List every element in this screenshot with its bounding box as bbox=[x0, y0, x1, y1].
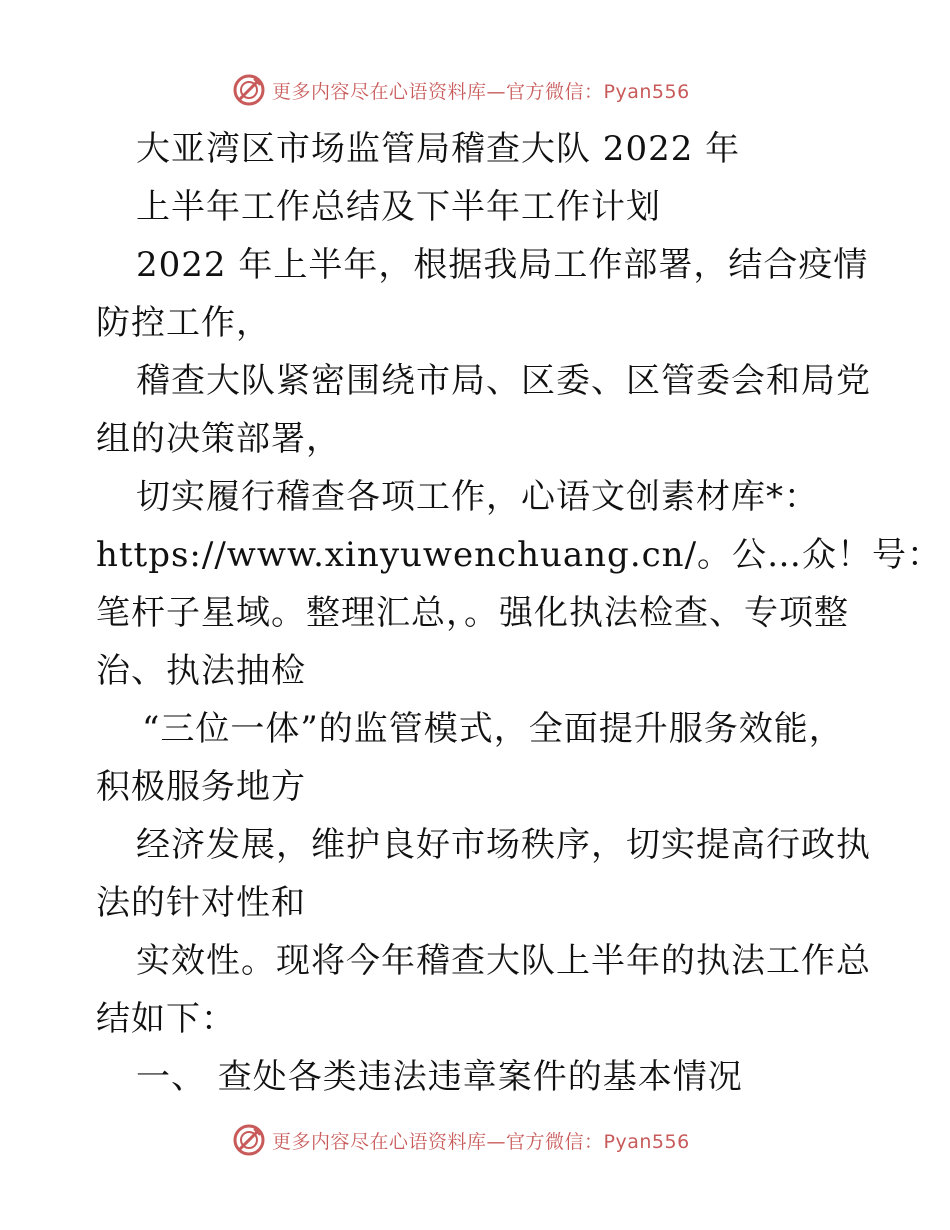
document-body bbox=[96, 120, 943, 1106]
doc-title-line-1: 大亚湾区市场监管局稽查大队 2022 年 bbox=[136, 129, 741, 169]
doc-title-line-2: 上半年工作总结及下半年工作计划 bbox=[136, 187, 661, 227]
seal-logo-icon bbox=[232, 73, 266, 107]
paragraph-line: 稽查大队紧密围绕市局、区委、区管委会和局党 bbox=[136, 361, 871, 401]
paragraph-line: “三位一体”的监管模式，全面提升服务效能， bbox=[142, 709, 844, 749]
section-heading: 一、 查处各类违法违章案件的基本情况 bbox=[136, 1057, 743, 1097]
watermark-text: 更多内容尽在心语资料库—官方微信：Pyan556 bbox=[272, 80, 690, 103]
paragraph-line: 法的针对性和 bbox=[96, 883, 306, 923]
seal-logo-icon bbox=[232, 1123, 266, 1157]
paragraph-line: 2022 年上半年，根据我局工作部署，结合疫情 bbox=[136, 245, 869, 285]
paragraph-line: https://www.xinyuwenchuang.cn/。公…众！号： bbox=[96, 535, 943, 575]
paragraph-line: 经济发展，维护良好市场秩序，切实提高行政执 bbox=[136, 825, 871, 865]
paragraph-line: 切实履行稽查各项工作，心语文创素材库*： bbox=[136, 477, 819, 517]
paragraph-line: 防控工作， bbox=[96, 303, 271, 343]
paragraph-line: 实效性。现将今年稽查大队上半年的执法工作总 bbox=[136, 941, 871, 981]
paragraph-line: 组的决策部署， bbox=[96, 419, 341, 459]
watermark-footer bbox=[232, 1122, 690, 1158]
watermark-header bbox=[232, 72, 690, 108]
watermark-text: 更多内容尽在心语资料库—官方微信：Pyan556 bbox=[272, 1130, 690, 1153]
paragraph-line: 结如下： bbox=[96, 999, 236, 1039]
paragraph-line: 笔杆子星域。整理汇总，。强化执法检查、专项整 bbox=[96, 593, 849, 633]
paragraph-line: 积极服务地方 bbox=[96, 767, 306, 807]
paragraph-line: 治、执法抽检 bbox=[96, 651, 306, 691]
